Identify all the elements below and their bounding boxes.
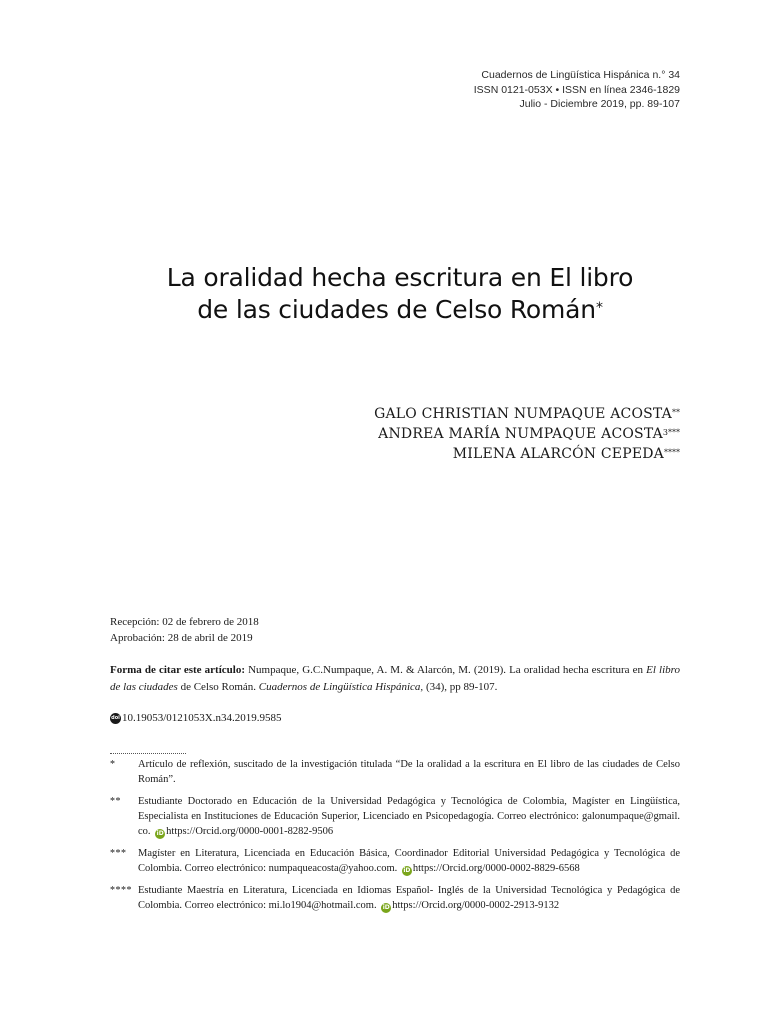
footnote-separator [110,753,186,754]
footnote-3 [110,846,680,876]
footnote-1 [110,757,680,787]
footnote-mark: **** [110,885,132,896]
author-3 [374,444,680,464]
author-list [374,404,680,464]
journal-issn: ISSN 0121-053X • ISSN en línea 2346-1829 [473,83,680,96]
article-dates [110,614,259,646]
author-2 [374,424,680,444]
footnote-text [138,757,680,787]
footnote-mark: *** [110,848,127,859]
author-name: MILENA ALARCÓN CEPEDA [452,446,664,462]
footnote-2 [110,794,680,839]
citation-journal-title: Cuadernos de Lingüística Hispánica, [258,681,424,693]
journal-issue-pages: Julio - Diciembre 2019, pp. 89-107 [519,98,680,110]
footnotes [110,757,680,920]
citation-text-a: Numpaque, G.C.Numpaque, A. M. & Alarcón, M. (2019). La oralidad hecha escritura en [245,664,647,676]
journal-name: Cuadernos de Lingüística Hispánica n.° 34 [481,69,680,81]
author-1 [374,404,680,424]
citation-block [110,662,680,696]
footnote-mark: ** [110,796,121,807]
orcid-icon: iD [156,830,164,837]
author-mark: **** [664,448,680,457]
title-line-1: La oralidad hecha escritura en El libro [166,263,634,292]
footnote-text [138,794,680,839]
footnote-body: Estudiante Doctorado en Educación de la Universidad Pedagógica y Tecnológica de Colombia, Magíster en Lingüística, Especialista en Instituciones de Educación Superior, Licenciado en Psicopedagogía. Correo electrónico: galonumpaque@gmail. co. [138,796,680,837]
author-mark: ** [672,408,680,417]
author-name: GALO CHRISTIAN NUMPAQUE ACOSTA [374,406,672,422]
footnote-4 [110,883,680,913]
footnote-text [138,846,680,876]
orcid-link[interactable]: https://Orcid.org/0000-0002-2913-9132 [392,900,560,911]
orcid-link[interactable]: https://Orcid.org/0000-0002-8829-6568 [412,863,580,874]
article-title [0,262,768,326]
author-name: ANDREA MARÍA NUMPAQUE ACOSTA [378,426,663,442]
author-mark: 3*** [662,428,680,437]
journal-header [474,68,680,112]
footnote-text [138,883,680,913]
orcid-icon: iD [403,867,411,874]
citation-text-c: (34), pp 89-107. [423,681,498,693]
citation-label: Forma de citar este artículo: [110,664,245,676]
footnote-body: Magíster en Literatura, Licenciada en Educación Básica, Coordinador Editorial Universidad Pedagógica y Tecnológica de Colombia. Correo electrónico: numpaqueacosta@yahoo.com. [138,848,680,874]
title-line-2-text: de las ciudades de Celso Román [197,295,596,324]
orcid-icon: iD [382,904,390,911]
footnote-mark: * [110,759,116,770]
doi-line[interactable] [110,710,282,726]
citation-book-title: El libro de las ciudades [110,664,681,693]
doi-link[interactable]: 10.19053/0121053X.n34.2019.9585 [122,712,282,724]
title-line-2 [0,294,768,326]
footnote-body: Artículo de reflexión, suscitado de la investigación titulada “De la oralidad a la escritura en El libro de las ciudades de Celso Román”. [138,759,680,785]
citation-text-b: de Celso Román. [177,681,259,693]
approved-date: Aprobación: 28 de abril de 2019 [110,632,253,644]
doi-icon: doi [110,713,121,724]
title-footnote-mark: * [595,300,603,316]
received-date: Recepción: 02 de febrero de 2018 [110,616,259,628]
footnote-body: Estudiante Maestría en Literatura, Licenciada en Idiomas Español- Inglés de la Universidad Tecnológica y Pedagógica de Colombia. Correo electrónico: mi.lo1904@hotmail.com. [138,885,680,911]
orcid-link[interactable]: https://Orcid.org/0000-0001-8282-9506 [166,826,334,837]
